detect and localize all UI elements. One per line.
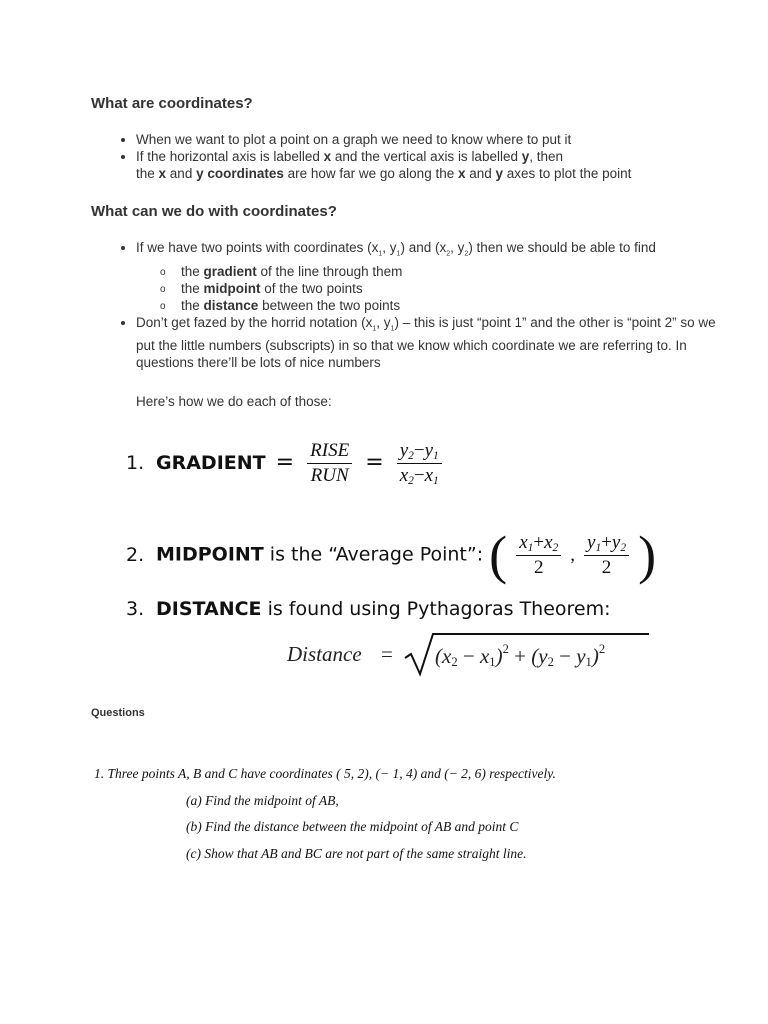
y-average-fraction bbox=[584, 532, 629, 579]
var: y bbox=[399, 440, 409, 461]
heading-what-are-coordinates: What are coordinates? bbox=[91, 95, 253, 112]
equals-sign: = bbox=[365, 450, 384, 475]
formula-label: GRADIENT bbox=[156, 452, 266, 474]
subscript: 2 bbox=[446, 250, 451, 258]
var: y bbox=[587, 531, 596, 553]
plus: + bbox=[533, 531, 545, 553]
text: the bbox=[136, 166, 159, 181]
subscript: 1 bbox=[390, 325, 395, 333]
text: , then bbox=[529, 149, 564, 164]
formula-number: 2. bbox=[126, 543, 145, 566]
text: midpoint bbox=[203, 280, 261, 296]
numerator bbox=[516, 532, 561, 556]
superscript: 2 bbox=[598, 642, 606, 656]
coordinate-fraction bbox=[397, 440, 442, 487]
list-item bbox=[136, 239, 726, 314]
formula-number: 1. bbox=[126, 452, 145, 474]
text: the bbox=[181, 280, 204, 296]
text: between the two points bbox=[258, 297, 401, 313]
comma: , bbox=[570, 544, 575, 566]
uses-bullet-list bbox=[90, 239, 726, 371]
formula-label: MIDPOINT bbox=[156, 543, 264, 566]
distance-rhs: $(x2 - x1)^2 + (y2 - y1)^2$ bbox=[435, 642, 606, 669]
text: and bbox=[465, 166, 496, 181]
text: distance bbox=[203, 297, 259, 313]
equals-sign: = bbox=[275, 450, 295, 475]
subscript: 2 bbox=[408, 450, 414, 462]
question-1a: (a) Find the midpoint of AB, bbox=[186, 793, 339, 808]
midpoint-formula bbox=[126, 525, 657, 585]
text: Don’t get fazed by the horrid notation (x bbox=[136, 314, 373, 330]
list-item-midpoint bbox=[160, 280, 726, 297]
subscript: 1 bbox=[378, 250, 383, 258]
text: gradient bbox=[203, 263, 257, 279]
text: axes to plot the point bbox=[503, 166, 632, 181]
intro-paragraph: Here’s how we do each of those: bbox=[136, 394, 332, 409]
sub-list bbox=[136, 263, 726, 314]
coordinates-bullet-list bbox=[90, 131, 726, 182]
text: the bbox=[181, 297, 204, 313]
subscript: 1 bbox=[433, 450, 439, 462]
subscript: 1 bbox=[527, 541, 534, 554]
subscript: 1 bbox=[595, 541, 602, 554]
text: If the horizontal axis is labelled bbox=[136, 149, 324, 164]
list-item-gradient bbox=[160, 263, 726, 280]
numerator bbox=[397, 440, 442, 464]
plus: + bbox=[601, 531, 612, 553]
formula-label: DISTANCE bbox=[156, 598, 262, 620]
list-item bbox=[136, 314, 726, 372]
text: ) and (x bbox=[400, 240, 447, 255]
formula-text: is found using Pythagoras Theorem: bbox=[261, 598, 611, 620]
minus: − bbox=[413, 440, 425, 461]
text: , y bbox=[376, 314, 391, 330]
denominator: 2 bbox=[601, 556, 612, 578]
denominator: 2 bbox=[533, 556, 544, 578]
denominator: RUN bbox=[310, 465, 349, 486]
subscript: 2 bbox=[552, 541, 559, 554]
x-average-fraction bbox=[516, 532, 561, 579]
subscript: 1 bbox=[372, 325, 377, 333]
text: x bbox=[158, 166, 167, 181]
var: y bbox=[424, 440, 434, 461]
text: of the line through them bbox=[256, 263, 403, 279]
open-paren: ( bbox=[489, 525, 508, 585]
distance-formula bbox=[287, 628, 659, 678]
denominator bbox=[397, 464, 442, 487]
formula-number: 3. bbox=[126, 598, 145, 620]
distance-lhs: Distance bbox=[287, 642, 362, 666]
var: x bbox=[544, 531, 553, 553]
questions-label: Questions bbox=[91, 707, 145, 719]
var: x bbox=[399, 465, 409, 486]
list-item-distance bbox=[160, 297, 726, 314]
text: y bbox=[521, 149, 530, 164]
text: , y bbox=[450, 240, 465, 255]
text: of the two points bbox=[260, 280, 363, 296]
text: x bbox=[457, 166, 466, 181]
formula-text: is the “Average Point”: bbox=[263, 543, 484, 566]
minus: − bbox=[413, 465, 425, 486]
var: y bbox=[611, 531, 621, 553]
superscript: 2 bbox=[502, 642, 509, 656]
list-item: • When we want to plot a point on a graph we need to know where to put it bbox=[136, 131, 726, 148]
text: y coordinates bbox=[196, 166, 284, 181]
subscript: 2 bbox=[408, 475, 414, 487]
text: ) then we should be able to find bbox=[468, 240, 656, 255]
text: If we have two points with coordinates (x bbox=[136, 240, 379, 255]
numerator bbox=[584, 532, 629, 556]
subscript: 1 bbox=[433, 475, 439, 487]
heading-what-can-we-do: What can we do with coordinates? bbox=[91, 203, 337, 220]
text: the bbox=[181, 263, 204, 279]
subscript: 1 bbox=[396, 250, 401, 258]
question-1b: (b) Find the distance between the midpoint of AB and point C bbox=[186, 819, 519, 834]
rise-run-fraction bbox=[307, 440, 352, 487]
var: x bbox=[519, 531, 528, 553]
question-1: 1. Three points A, B and C have coordinates ( 5, 2), (− 1, 4) and (− 2, 6) respectively. bbox=[94, 766, 556, 781]
list-item bbox=[136, 148, 726, 182]
text: y bbox=[495, 166, 504, 181]
text: x bbox=[323, 149, 332, 164]
gradient-formula bbox=[126, 440, 445, 487]
subscript: 2 bbox=[620, 541, 627, 554]
text: and the vertical axis is labelled bbox=[331, 149, 522, 164]
numerator: RISE bbox=[307, 440, 352, 464]
var: x bbox=[424, 465, 434, 486]
distance-heading bbox=[126, 598, 611, 620]
subscript: 2 bbox=[464, 250, 469, 258]
text: are how far we go along the bbox=[283, 166, 458, 181]
text: and bbox=[166, 166, 197, 181]
equals-sign: = bbox=[381, 642, 393, 666]
close-paren: ) bbox=[638, 525, 657, 585]
text: , y bbox=[382, 240, 397, 255]
text: ) – this is just “point 1” and the other is “point 2” so we put the little numbers (subscripts) in so that we know which coordinate we are referring to. In questions there’ll be lots of nice numbers bbox=[136, 314, 716, 371]
question-1c: (c) Show that AB and BC are not part of the same straight line. bbox=[186, 846, 527, 861]
